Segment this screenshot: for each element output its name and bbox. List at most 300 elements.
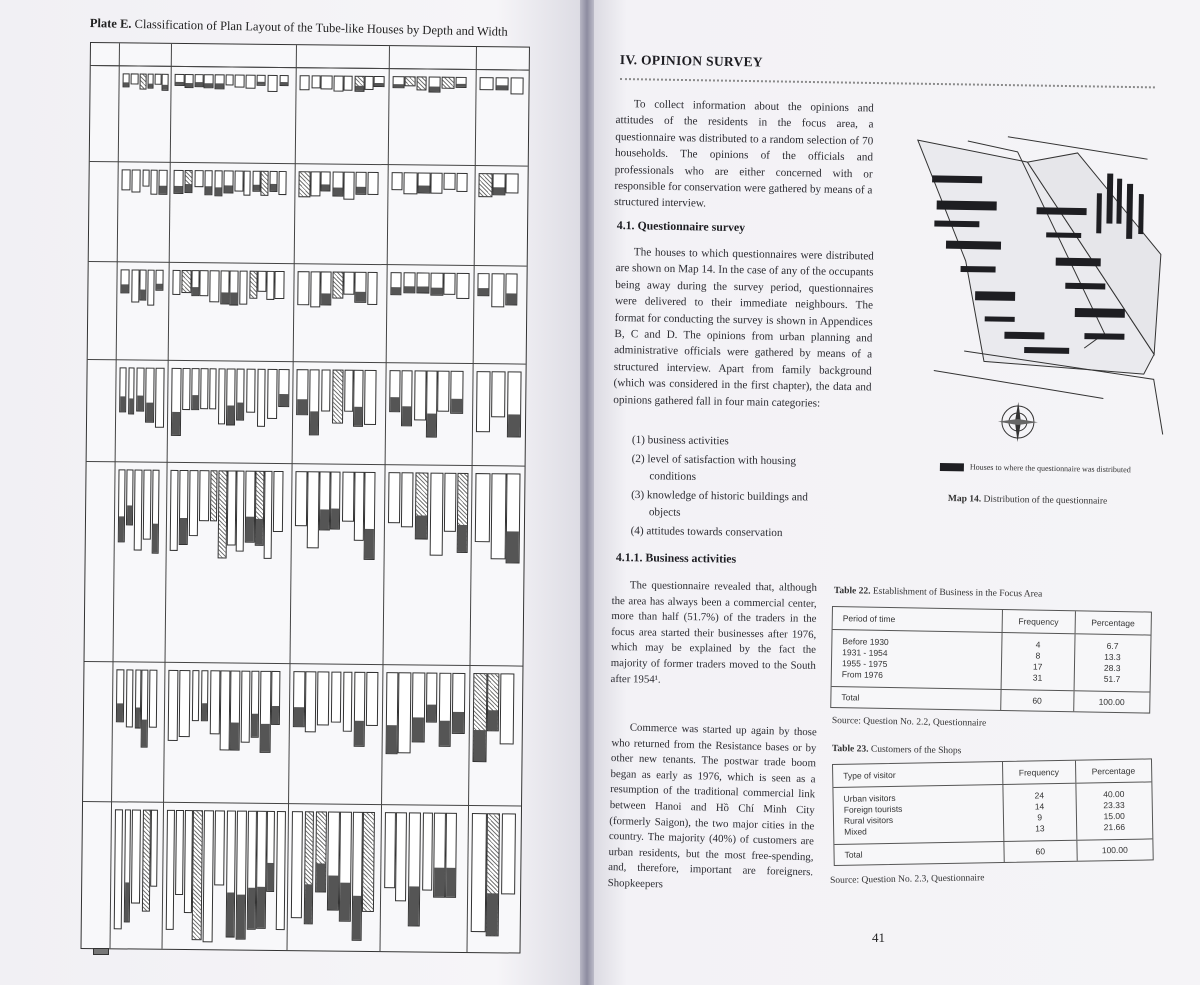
house-plan — [295, 471, 307, 526]
house-plan — [393, 76, 405, 88]
house-plan — [296, 369, 308, 415]
table23-body — [833, 782, 1152, 845]
table-cell: 9 — [1037, 812, 1043, 823]
house-plan — [475, 473, 490, 542]
house-plan — [156, 270, 164, 291]
page-number: 41 — [872, 930, 885, 945]
house-plan — [506, 473, 520, 563]
house-plan — [395, 812, 407, 901]
table-cell: 24 — [1034, 790, 1045, 801]
grid-row-line — [83, 801, 521, 807]
house-plan — [269, 171, 278, 192]
house-plan — [487, 673, 500, 731]
table22-header-cell: Percentage — [1074, 611, 1151, 634]
house-plan — [444, 473, 456, 532]
house-plan — [327, 812, 340, 912]
house-plan — [480, 77, 494, 91]
intro-paragraph — [614, 96, 874, 215]
house-plan — [218, 470, 227, 558]
book-spine — [580, 0, 594, 985]
table-cell: 60 — [1003, 841, 1076, 862]
house-plan — [241, 671, 251, 743]
house-plan — [339, 812, 351, 922]
house-plan — [343, 672, 353, 732]
category-item: (3) knowledge of historic buildings and — [631, 489, 808, 504]
house-plan — [374, 76, 385, 87]
table-cell: 15.00 — [1103, 810, 1125, 822]
distributed-house-block — [975, 291, 1015, 301]
house-plan — [239, 271, 248, 305]
compass-icon — [998, 402, 1039, 443]
house-plan — [501, 813, 516, 894]
distributed-house-block — [1096, 193, 1102, 233]
house-plan — [414, 370, 426, 420]
house-plan — [118, 469, 126, 542]
table23 — [832, 758, 1154, 866]
table-cell: 31 — [1032, 672, 1043, 683]
house-plan — [235, 171, 243, 192]
distributed-house-block — [1075, 308, 1125, 318]
house-plan — [450, 371, 464, 414]
house-plan — [252, 171, 260, 192]
house-plan — [443, 173, 455, 190]
house-plan — [428, 77, 440, 93]
house-plan — [451, 673, 465, 734]
house-plan — [344, 370, 354, 412]
house-plan — [192, 810, 203, 940]
house-plan — [491, 371, 506, 417]
house-plan — [210, 670, 220, 734]
house-plan — [398, 672, 412, 753]
business-paragraph-2 — [608, 720, 817, 897]
house-plan — [315, 811, 327, 892]
house-plan — [486, 813, 501, 936]
house-plan — [445, 813, 457, 899]
house-plan — [128, 367, 134, 415]
house-plan — [255, 471, 264, 546]
house-plan — [121, 169, 130, 190]
table-cell: 13 — [1035, 823, 1045, 834]
table-cell: Rural visitors — [843, 814, 894, 826]
table23-header-cell: Percentage — [1074, 759, 1151, 782]
house-plan — [257, 369, 266, 427]
table22-col-frequency — [1001, 633, 1074, 690]
house-plan — [142, 810, 151, 913]
house-plan — [236, 471, 244, 552]
table23-header-cell: Frequency — [1002, 761, 1075, 784]
table22-source: Source: Question No. 2.2, Questionnaire — [831, 716, 987, 729]
house-plan — [143, 470, 152, 540]
house-plan — [245, 471, 255, 543]
house-plan — [139, 270, 146, 301]
house-plan — [131, 809, 141, 903]
house-plan — [274, 271, 284, 299]
map-legend-swatch — [940, 463, 964, 471]
table22-body — [832, 630, 1151, 693]
house-plan — [506, 173, 518, 193]
house-plan — [271, 671, 281, 725]
house-plan — [351, 812, 362, 941]
table23-col-type — [833, 785, 1003, 844]
house-plan — [201, 670, 209, 721]
house-plan — [472, 673, 486, 762]
house-plan — [191, 368, 199, 411]
house-plan — [224, 170, 234, 193]
house-plan — [234, 75, 244, 88]
house-plan — [151, 170, 158, 195]
house-plan — [179, 470, 189, 545]
house-plan — [354, 272, 366, 303]
house-plan — [194, 170, 203, 187]
distributed-house-block — [1084, 333, 1124, 340]
survey-text: The houses to which questionnaires were distributed are shown on Map 14. In the case of any of the occupants being away during the survey period, questionnaires were delivered to their immediate neighbours. The format for conducting the survey is shown in Appendices B, C and D. The opinions from urban planning and administrative officials were gathered by means of a structured interview. Apart from family background (which was considered in the first chapter), the data and opinions gathered fall in four main categories: — [613, 246, 874, 410]
table23-label: Table 23. — [831, 744, 869, 755]
house-plan — [403, 272, 416, 293]
house-plan — [236, 811, 247, 940]
house-plan — [230, 270, 239, 305]
table-cell: 1931 - 1954 — [842, 647, 888, 658]
distributed-house-block — [1004, 332, 1044, 340]
house-plan — [321, 369, 331, 411]
plan-layout-grid — [81, 42, 530, 954]
plate-legend — [93, 948, 112, 955]
house-plan — [334, 76, 344, 92]
table-cell: 51.7 — [1103, 673, 1121, 685]
house-plan — [210, 470, 218, 521]
house-plan — [155, 74, 162, 85]
house-plan — [145, 368, 154, 423]
house-plan — [495, 77, 509, 90]
grid-row-line — [90, 161, 528, 167]
map-caption-label: Map 14. — [947, 494, 982, 505]
house-plan — [256, 811, 267, 929]
table22-header-cell: Frequency — [1002, 610, 1075, 633]
house-plan — [173, 170, 184, 194]
house-plan — [214, 170, 223, 196]
house-plan — [191, 670, 199, 721]
house-plan — [492, 173, 506, 195]
house-plan — [188, 470, 198, 536]
house-plan — [131, 73, 139, 84]
house-plan — [476, 371, 491, 432]
house-plan — [159, 170, 168, 195]
house-plan — [220, 670, 231, 750]
house-plan — [195, 74, 204, 87]
house-plan — [179, 670, 190, 737]
table-cell: Foreign tourists — [843, 803, 903, 815]
category-item: (4) attitudes towards conservation — [630, 525, 783, 540]
house-plan — [362, 812, 375, 912]
distributed-house-block — [1056, 258, 1101, 267]
house-plan — [438, 673, 451, 747]
house-plan — [175, 810, 184, 895]
house-plan — [168, 670, 179, 742]
house-plan — [185, 74, 193, 88]
house-plan — [126, 469, 133, 525]
house-plan — [279, 171, 287, 195]
house-plan — [391, 172, 402, 190]
grid-row-line — [85, 661, 523, 667]
house-plan — [225, 74, 233, 85]
house-plan — [227, 470, 236, 545]
house-plan — [184, 170, 192, 193]
house-plan — [426, 371, 438, 438]
map-legend-text: Houses to where the questionnaire was distributed — [969, 462, 1131, 475]
house-plan — [142, 170, 149, 187]
house-plan — [331, 672, 342, 723]
house-plan — [344, 272, 354, 295]
table22-header-cell: Period of time — [842, 613, 896, 625]
house-plan — [401, 370, 413, 426]
table-cell: 17 — [1032, 661, 1043, 672]
house-plan — [293, 671, 305, 727]
house-plan — [430, 473, 444, 556]
house-plan — [123, 73, 131, 87]
house-plan — [200, 368, 209, 409]
house-plan — [332, 272, 343, 299]
house-plan — [303, 811, 314, 924]
house-plan — [364, 370, 376, 425]
table-cell: 6.7 — [1106, 640, 1119, 652]
house-plan — [456, 273, 470, 299]
table-cell: From 1976 — [841, 669, 884, 680]
house-plan — [147, 74, 154, 89]
house-plan — [192, 270, 200, 297]
house-plan — [456, 77, 467, 88]
house-plan — [260, 671, 271, 753]
house-plan — [123, 809, 131, 922]
table23-total-row — [834, 839, 1152, 865]
house-plan — [308, 369, 320, 435]
house-plan — [205, 170, 213, 195]
table-cell: 100.00 — [1073, 691, 1150, 712]
house-plan — [202, 810, 213, 942]
house-plan — [330, 472, 341, 530]
distributed-house-block — [1106, 173, 1113, 223]
section-title: IV. OPINION SURVEY — [619, 52, 764, 70]
table23-header-cell: Type of visitor — [843, 769, 896, 781]
house-plan — [364, 472, 376, 560]
house-plan — [278, 369, 289, 407]
business-text-1: The questionnaire revealed that, although the area has always been a commercial center, more than half (51.7%) of the traders in the focus area started their businesses after 1976, which may be explained by the fact the majority of former traders moved to the South after 1954¹. — [610, 579, 817, 686]
distributed-house-block — [985, 316, 1015, 322]
house-plan — [332, 172, 344, 197]
house-plan — [218, 368, 226, 424]
table-cell: 60 — [1000, 690, 1073, 711]
house-plan — [364, 76, 373, 90]
grid-row-line — [88, 359, 526, 365]
house-plan — [171, 368, 182, 436]
category-item-continued: objects — [648, 505, 681, 519]
house-plan — [354, 472, 364, 541]
house-plan — [471, 813, 487, 932]
house-plan — [384, 812, 395, 888]
house-plan — [125, 669, 133, 727]
house-plan — [264, 471, 273, 560]
house-plan — [368, 172, 379, 195]
house-plan — [225, 810, 235, 937]
house-plan — [416, 76, 427, 90]
table-cell: Total — [841, 692, 860, 703]
table-cell: 14 — [1034, 801, 1045, 812]
house-plan — [161, 74, 169, 91]
house-plan — [139, 74, 146, 90]
house-plan — [319, 471, 330, 530]
house-plan — [321, 75, 333, 89]
subsection-title: 4.1. Questionnaire survey — [616, 218, 746, 235]
house-plan — [246, 75, 256, 89]
house-plan — [442, 77, 455, 89]
table-cell: Total — [844, 849, 863, 860]
distributed-house-block — [961, 266, 996, 273]
house-plan — [305, 671, 317, 732]
table22-col-percentage — [1073, 634, 1150, 691]
legend-swatch — [93, 948, 109, 955]
house-plan — [150, 810, 157, 887]
house-plan — [266, 811, 275, 892]
distributed-house-block — [1116, 179, 1122, 224]
house-plan — [181, 270, 192, 293]
house-plan — [433, 813, 446, 898]
house-plan — [510, 77, 524, 94]
house-plan — [354, 672, 366, 747]
house-plan — [499, 673, 514, 744]
house-plan — [431, 273, 444, 296]
table-cell: 40.00 — [1103, 788, 1125, 800]
house-plan — [332, 370, 343, 424]
table-cell: Mixed — [844, 826, 867, 837]
house-plan — [388, 472, 401, 523]
plate-label: Plate E. — [89, 16, 132, 31]
house-plan — [404, 172, 417, 194]
house-plan — [412, 672, 426, 742]
house-plan — [249, 271, 257, 300]
table23-col-frequency — [1002, 784, 1075, 841]
house-plan — [312, 75, 321, 88]
house-plan — [166, 810, 175, 930]
house-plan — [298, 171, 310, 197]
plate-title-text: Classification of Plan Layout of the Tube-like Houses by Depth and Width — [134, 16, 508, 39]
house-plan — [300, 75, 310, 90]
category-item: (2) level of satisfaction with housing — [631, 453, 797, 468]
house-plan — [478, 173, 492, 197]
house-plan — [147, 270, 154, 306]
house-plan — [343, 76, 353, 91]
house-plan — [416, 272, 430, 294]
house-plan — [317, 671, 329, 725]
house-plan — [175, 74, 185, 86]
table22-total-row — [831, 687, 1149, 713]
house-plan — [251, 671, 259, 738]
house-plan — [136, 368, 145, 412]
distributed-house-block — [1126, 184, 1133, 239]
table-cell: 100.00 — [1076, 839, 1153, 860]
house-plan — [311, 171, 321, 196]
survey-paragraph — [613, 244, 874, 413]
category-item: (1) business activities — [631, 433, 729, 448]
house-plan — [275, 811, 286, 930]
business-text-2: Commerce was started up again by those who returned from the Resistance bases or by other new tenants. The postwar trade boom began as early as 1976, which is seen as a resumption of the traditional commercial link between Hanoi and Hồ Chí Minh City (formerly Saigon), the two major cities in the country. The majority (40%) of customers are urban residents, but the most free-spending, and, therefore, important are foreigners. Shopkeepers — [607, 721, 817, 891]
house-plan — [291, 811, 303, 918]
house-plan — [204, 74, 214, 88]
house-plan — [210, 270, 221, 302]
house-plan — [200, 270, 209, 296]
table-cell: 23.33 — [1103, 799, 1125, 811]
distributed-house-block — [1024, 347, 1069, 354]
house-plan — [258, 271, 267, 292]
house-plan — [404, 76, 415, 87]
house-plan — [114, 809, 123, 929]
house-plan — [321, 171, 331, 191]
table-cell: 21.66 — [1103, 821, 1126, 833]
table-cell: 8 — [1035, 650, 1041, 661]
house-plan — [116, 669, 125, 722]
table23-col-percentage — [1075, 782, 1152, 839]
distributed-house-block — [1065, 283, 1105, 290]
house-plan — [267, 369, 277, 419]
house-plan — [408, 812, 422, 926]
table23-source: Source: Question No. 2.3, Questionnaire — [830, 873, 985, 886]
house-plan — [417, 172, 430, 193]
house-plan — [310, 271, 321, 307]
house-plan — [430, 173, 442, 194]
house-plan — [256, 75, 266, 86]
house-plan — [268, 75, 279, 92]
subsubsection-title: 4.1.1. Business activities — [615, 550, 737, 566]
house-plan — [297, 271, 309, 305]
table22-col-period — [832, 630, 1002, 689]
house-plan — [226, 368, 236, 425]
house-plan — [443, 273, 455, 295]
distributed-house-block — [1138, 194, 1144, 234]
house-plan — [477, 273, 489, 296]
map-caption-text: Distribution of the questionnaire — [983, 494, 1108, 507]
house-plan — [246, 369, 256, 413]
distributed-house-block — [934, 220, 979, 227]
house-plan — [425, 673, 437, 723]
table22-label: Table 22. — [833, 586, 871, 597]
business-paragraph-1 — [610, 578, 817, 690]
house-plan — [386, 672, 398, 754]
distribution-map — [902, 130, 1170, 465]
distributed-house-block — [937, 201, 997, 211]
house-plan — [148, 670, 157, 728]
table-cell: 13.3 — [1104, 651, 1121, 663]
intro-text: To collect information about the opinions and attitudes of the residents in the focus area, a questionnaire was distributed to a random selection of 70 households. The opinions of the officials and professionals who are either concerned with or responsible for conservation were gathered by means of a structured interview. — [614, 98, 874, 211]
distributed-house-block — [1037, 207, 1087, 215]
house-plan — [172, 270, 180, 295]
house-plan — [120, 269, 129, 293]
table22 — [830, 606, 1152, 714]
house-plan — [366, 672, 378, 726]
house-plan — [401, 472, 414, 527]
house-plan — [321, 271, 331, 305]
house-plan — [155, 368, 164, 428]
house-plan — [260, 171, 268, 196]
house-plan — [170, 470, 179, 551]
house-plan — [507, 371, 522, 437]
distributed-house-block — [1046, 232, 1081, 238]
house-plan — [230, 671, 241, 751]
house-plan — [273, 471, 283, 532]
house-plan — [307, 471, 319, 548]
house-plan — [199, 470, 210, 521]
house-plan — [221, 270, 230, 304]
grid-row-line — [89, 261, 527, 267]
table-cell: 28.3 — [1103, 662, 1121, 674]
house-plan — [182, 368, 191, 411]
house-plan — [279, 75, 288, 86]
